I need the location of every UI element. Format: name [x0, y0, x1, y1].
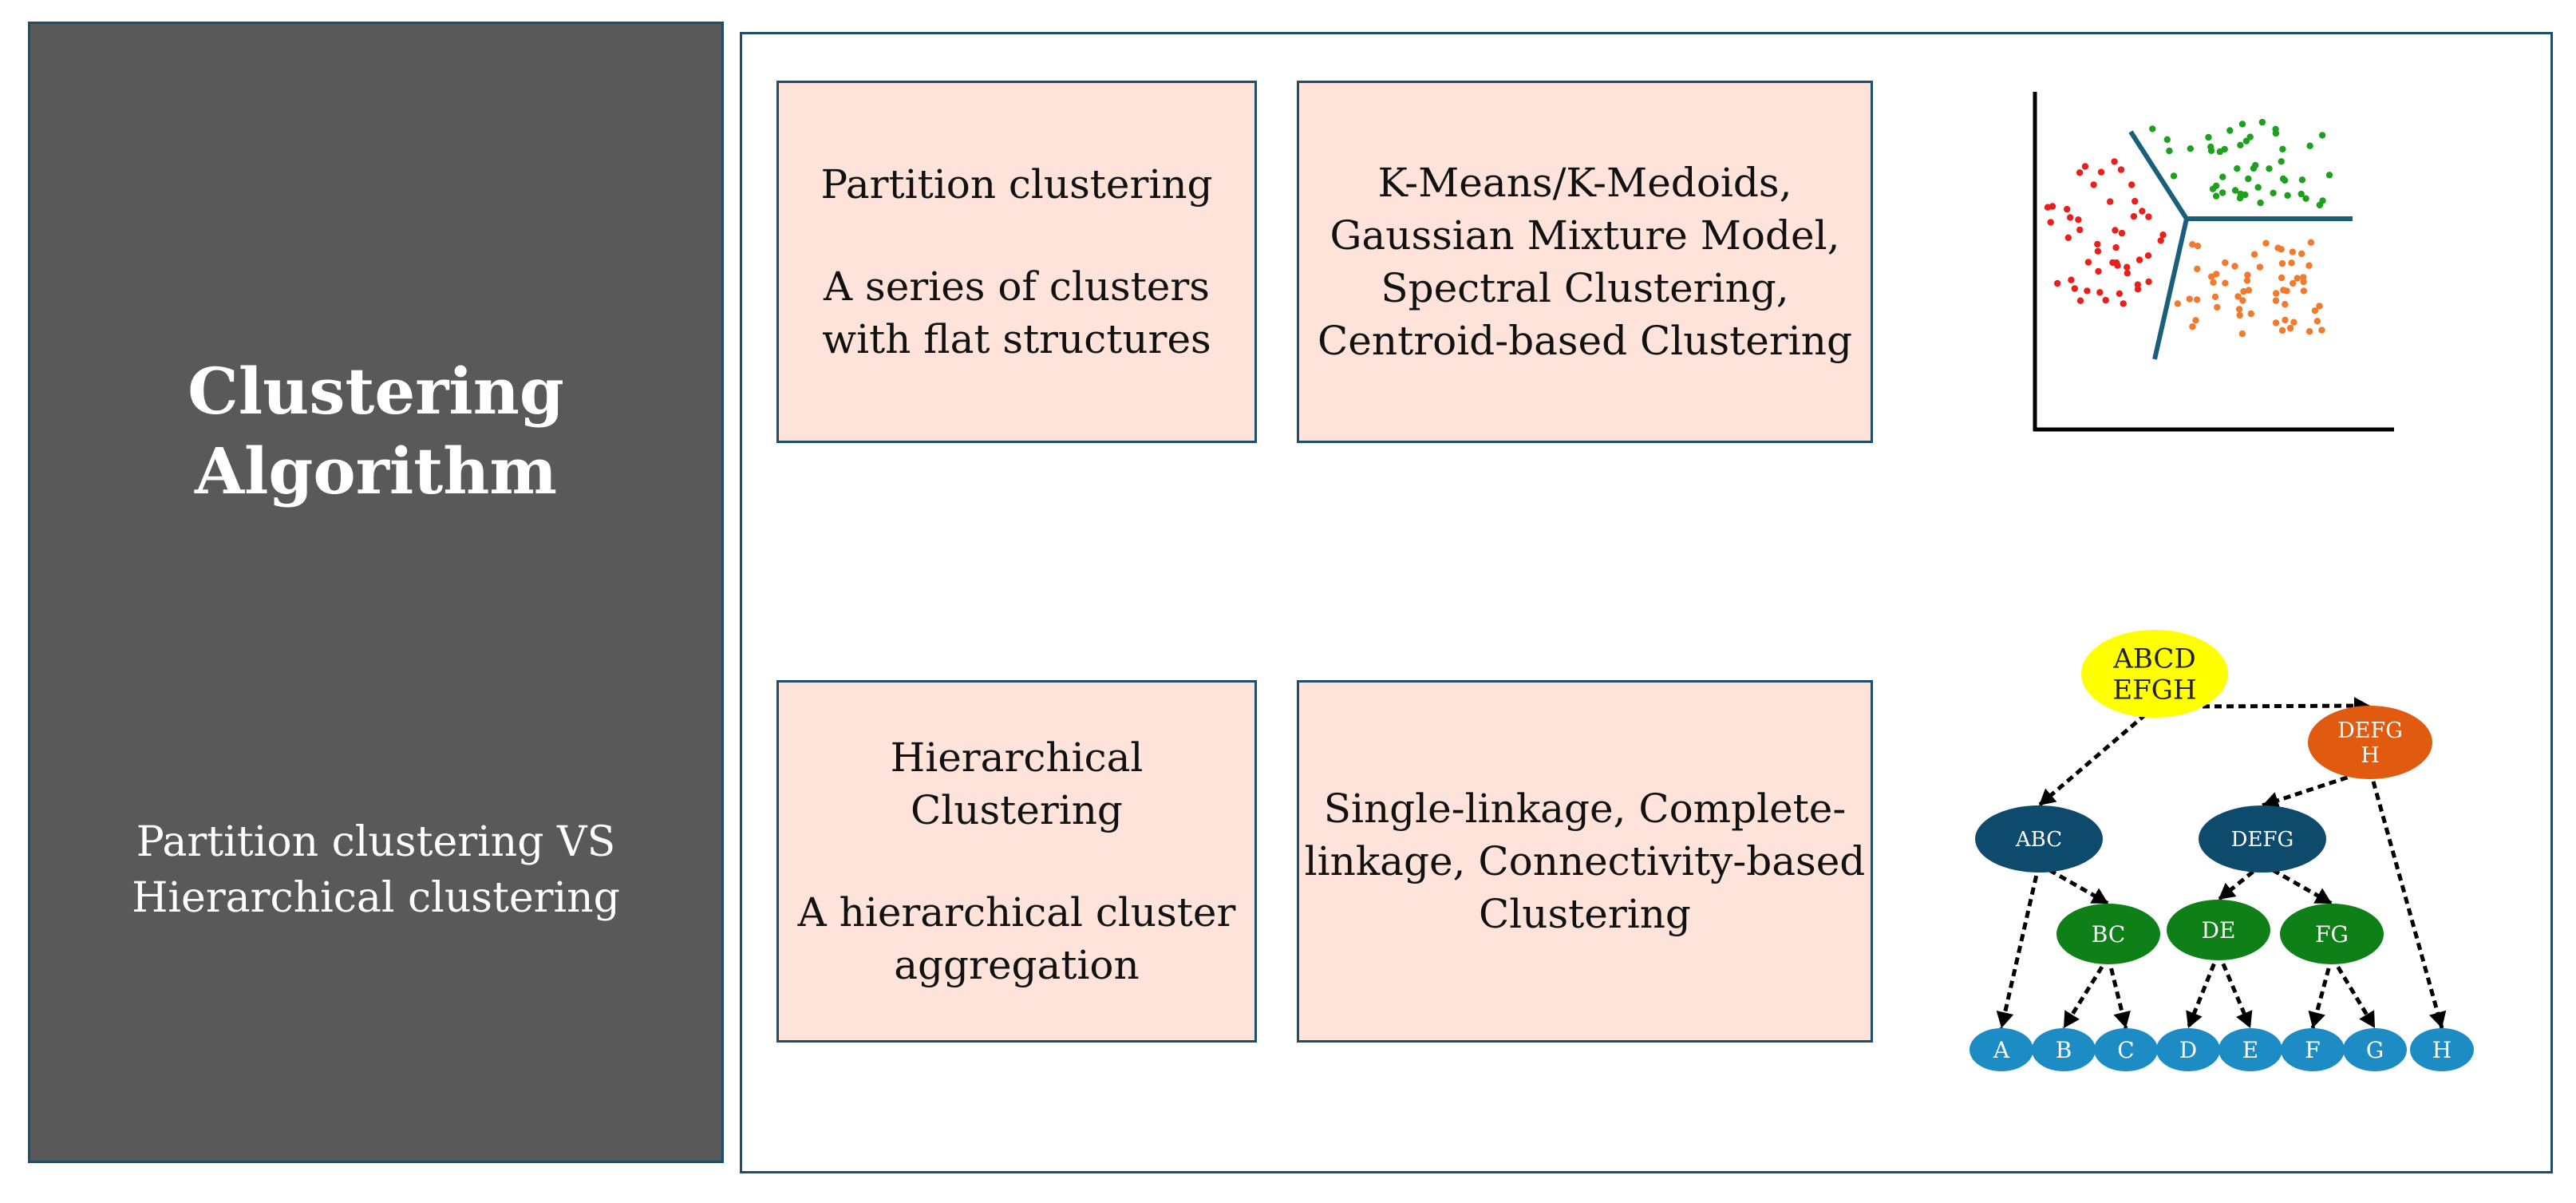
scatter-point: [2096, 289, 2103, 295]
dendrogram-leaf-d: [2156, 1028, 2220, 1071]
scatter-point: [2306, 143, 2313, 149]
scatter-point: [2109, 259, 2116, 266]
dendrogram-leaf-b: [2032, 1028, 2096, 1071]
scatter-point: [2242, 192, 2248, 198]
scatter-point: [2136, 256, 2143, 263]
dendrogram-node-label: C: [2117, 1036, 2135, 1063]
scatter-point: [2290, 319, 2297, 326]
scatter-point: [2319, 132, 2325, 138]
dendrogram-arrowhead: [2429, 1011, 2446, 1028]
scatter-points-red: [2045, 158, 2167, 307]
dendrogram-node-defgh: [2308, 706, 2432, 779]
scatter-point: [2085, 259, 2092, 265]
dendrogram-arrowhead: [2309, 1011, 2325, 1028]
dendrogram-nodes: [1970, 630, 2474, 1071]
scatter-point: [2270, 190, 2276, 196]
partition-methods-box: [1297, 81, 1873, 443]
scatter-point: [2279, 146, 2286, 152]
dendrogram-leaf-f: [2281, 1028, 2345, 1071]
dendrogram-edge: [2039, 706, 2155, 805]
scatter-point: [2251, 251, 2258, 258]
scatter-point: [2279, 260, 2286, 267]
scatter-point: [2236, 306, 2242, 312]
dendrogram-leaf-h: [2410, 1028, 2474, 1071]
page-title: Clustering Algorithm: [188, 354, 564, 509]
dendrogram-leaf-e: [2218, 1028, 2282, 1071]
scatter-point: [2306, 328, 2313, 334]
dendrogram-leaf-g: [2343, 1028, 2407, 1071]
scatter-point: [2120, 300, 2127, 307]
scatter-point: [2082, 163, 2088, 169]
dendrogram-arrowhead: [1997, 1011, 2013, 1028]
partition-clustering-box: [776, 81, 1257, 443]
scatter-point: [2314, 318, 2321, 324]
scatter-point: [2287, 325, 2294, 331]
scatter-point: [2187, 295, 2193, 302]
scatter-point: [2103, 297, 2109, 303]
scatter-point: [2219, 189, 2226, 196]
dendrogram-node-label: BC: [2091, 920, 2126, 948]
scatter-point: [2232, 187, 2238, 193]
scatter-points-green: [2149, 119, 2333, 208]
dendrogram-node-label: A: [1993, 1036, 2010, 1063]
dendrogram-node-label: E: [2242, 1036, 2259, 1063]
scatter-point: [2257, 263, 2263, 270]
scatter-point: [2284, 192, 2290, 199]
dendrogram-illustration: [1963, 607, 2554, 1126]
dendrogram-leaf-a: [1970, 1028, 2033, 1071]
scatter-point: [2145, 213, 2151, 220]
scatter-point: [2300, 279, 2306, 285]
scatter-point: [2273, 130, 2279, 137]
hierarchical-methods-text: Single-linkage, Complete- linkage, Connectivity-based Clustering: [1304, 786, 1866, 937]
scatter-point: [2135, 286, 2141, 292]
scatter-point: [2245, 176, 2251, 182]
scatter-point: [2312, 307, 2318, 314]
dendrogram-node-abc: [1975, 805, 2103, 873]
scatter-point: [2132, 198, 2138, 204]
scatter-point: [2064, 206, 2070, 212]
scatter-point: [2067, 214, 2073, 220]
scatter-point: [2208, 273, 2214, 279]
scatter-point: [2234, 165, 2240, 172]
scatter-point: [2239, 330, 2246, 337]
dendrogram-arrowhead: [2218, 883, 2236, 900]
hierarchical-clustering-box: [776, 680, 1257, 1043]
scatter-point: [2282, 317, 2288, 323]
scatter-point: [2077, 298, 2084, 304]
scatter-point: [2112, 244, 2119, 251]
dendrogram-node-defg: [2199, 805, 2326, 873]
scatter-boundary-line: [2131, 132, 2187, 219]
scatter-point: [2308, 239, 2314, 246]
scatter-point: [2098, 168, 2104, 175]
scatter-point: [2095, 268, 2101, 275]
dendrogram-node-label: ABCD: [2113, 643, 2196, 675]
partition-clustering-description: A series of clusters with flat structures: [822, 263, 1211, 362]
scatter-point: [2112, 227, 2118, 233]
dendrogram-node-label: DE: [2201, 916, 2236, 944]
scatter-point: [2116, 291, 2123, 297]
dendrogram-leaf-c: [2094, 1028, 2158, 1071]
scatter-point: [2248, 311, 2254, 317]
scatter-point: [2159, 231, 2166, 238]
scatter-point: [2318, 326, 2325, 333]
scatter-point: [2279, 327, 2286, 334]
scatter-point: [2094, 241, 2100, 247]
scatter-point: [2158, 237, 2164, 243]
scatter-point: [2084, 287, 2090, 294]
scatter-point: [2187, 145, 2194, 152]
scatter-point: [2257, 200, 2263, 206]
dendrogram-node-label: H: [2432, 1036, 2452, 1063]
scatter-point: [2226, 127, 2233, 133]
scatter-point: [2294, 275, 2301, 281]
scatter-point: [2214, 304, 2220, 311]
partition-methods-text: K-Means/K-Medoids, Gaussian Mixture Model, Spectral Clustering, Centroid-based Clustering: [1318, 160, 1852, 364]
scatter-point: [2189, 323, 2195, 330]
scatter-point: [2145, 279, 2151, 285]
dendrogram-node-label: EFGH: [2112, 674, 2197, 706]
dendrogram-arrowhead: [2039, 789, 2056, 805]
dendrogram-node-label: B: [2055, 1036, 2072, 1063]
scatter-point: [2222, 259, 2228, 266]
partition-clustering-title: Partition clustering: [820, 161, 1213, 208]
scatter-point: [2290, 280, 2296, 287]
scatter-point: [2068, 277, 2074, 283]
dendrogram-node-label: F: [2305, 1036, 2321, 1063]
scatter-point: [2076, 227, 2083, 233]
scatter-point: [2124, 264, 2130, 271]
scatter-point: [2192, 317, 2199, 323]
dendrogram-node-label: H: [2361, 742, 2380, 768]
scatter-point: [2145, 252, 2151, 259]
scatter-point: [2213, 183, 2219, 189]
scatter-point: [2290, 248, 2296, 255]
dendrogram-node-fg: [2280, 904, 2384, 964]
scatter-point: [2298, 251, 2305, 257]
scatter-point: [2305, 263, 2312, 269]
scatter-point: [2244, 277, 2250, 283]
dendrogram-node-label: DEFG: [2230, 828, 2294, 853]
scatter-point: [2237, 312, 2243, 319]
scatter-point: [2212, 294, 2218, 300]
dendrogram-node-label: D: [2179, 1036, 2198, 1063]
scatter-point: [2301, 287, 2307, 294]
scatter-point: [2319, 197, 2325, 204]
scatter-point: [2299, 176, 2305, 183]
scatter-point: [2076, 169, 2083, 176]
scatter-point: [2072, 285, 2078, 291]
scatter-point: [2217, 148, 2223, 155]
scatter-point: [2124, 270, 2131, 276]
scatter-point: [2139, 208, 2145, 214]
scatter-point: [2164, 137, 2171, 143]
scatter-points-orange: [2175, 239, 2325, 338]
scatter-point: [2234, 293, 2241, 299]
scatter-point: [2273, 297, 2279, 303]
scatter-point: [2326, 172, 2333, 178]
scatter-point: [2278, 275, 2285, 281]
scatter-point: [2259, 119, 2266, 125]
dendrogram-edge: [2001, 865, 2039, 1029]
scatter-point: [2118, 166, 2124, 172]
scatter-point: [2240, 288, 2246, 295]
scatter-point: [2239, 121, 2246, 127]
scatter-point: [2273, 319, 2279, 326]
scatter-point: [2075, 216, 2081, 223]
scatter-point: [2166, 148, 2172, 154]
scatter-point: [2128, 181, 2135, 188]
scatter-point: [2149, 125, 2155, 132]
scatter-point: [2288, 259, 2294, 266]
dendrogram-edge: [2370, 770, 2442, 1029]
dendrogram-node-label: G: [2365, 1036, 2384, 1063]
scatter-point: [2255, 184, 2262, 191]
scatter-point: [2194, 266, 2200, 272]
scatter-point: [2219, 174, 2226, 180]
scatter-point: [2189, 241, 2195, 247]
hierarchical-clustering-description: A hierarchical cluster aggregation: [797, 889, 1236, 988]
hierarchical-clustering-title: Hierarchical Clustering: [890, 734, 1144, 833]
scatter-point: [2131, 213, 2137, 220]
dendrogram-node-de: [2167, 900, 2270, 960]
scatter-point: [2273, 290, 2279, 296]
scatter-point: [2049, 203, 2056, 209]
scatter-point: [2054, 280, 2060, 287]
scatter-point: [2213, 192, 2219, 199]
scatter-point: [2205, 134, 2211, 140]
left-panel: [28, 22, 724, 1163]
dendrogram-node-label: FG: [2315, 920, 2349, 948]
scatter-point: [2065, 235, 2072, 241]
scatter-point: [2282, 177, 2288, 184]
scatter-point: [2247, 133, 2254, 140]
scatter-point: [2282, 301, 2288, 307]
dendrogram-node-root: [2081, 630, 2228, 718]
scatter-point: [2090, 181, 2096, 188]
dendrogram-node-label: ABC: [2015, 828, 2063, 853]
page-subtitle: Partition clustering VS Hierarchical clustering: [132, 818, 620, 922]
scatter-point: [2207, 144, 2214, 150]
scatter-point: [2250, 165, 2257, 172]
scatter-point: [2194, 296, 2200, 303]
scatter-point: [2262, 240, 2269, 247]
scatter-point: [2302, 196, 2309, 202]
scatter-point: [2119, 230, 2125, 236]
dendrogram-node-label: DEFG: [2337, 718, 2403, 743]
scatter-point: [2278, 158, 2285, 164]
partition-scatter-illustration: [1995, 80, 2418, 447]
scatter-point: [2266, 165, 2272, 172]
scatter-point: [2237, 142, 2243, 148]
scatter-point: [2278, 246, 2285, 252]
hierarchical-methods-box: [1297, 680, 1873, 1043]
scatter-point: [2210, 279, 2216, 286]
scatter-point: [2107, 198, 2113, 204]
scatter-point: [2283, 287, 2290, 294]
scatter-point: [2231, 263, 2238, 269]
dendrogram-arrowhead: [2114, 1011, 2131, 1028]
scatter-point: [2111, 158, 2117, 164]
dendrogram-node-bc: [2056, 904, 2160, 964]
scatter-point: [2171, 172, 2177, 179]
scatter-point: [2095, 248, 2101, 255]
scatter-point: [2175, 300, 2181, 307]
scatter-point: [2222, 280, 2228, 287]
scatter-point: [2048, 219, 2054, 225]
